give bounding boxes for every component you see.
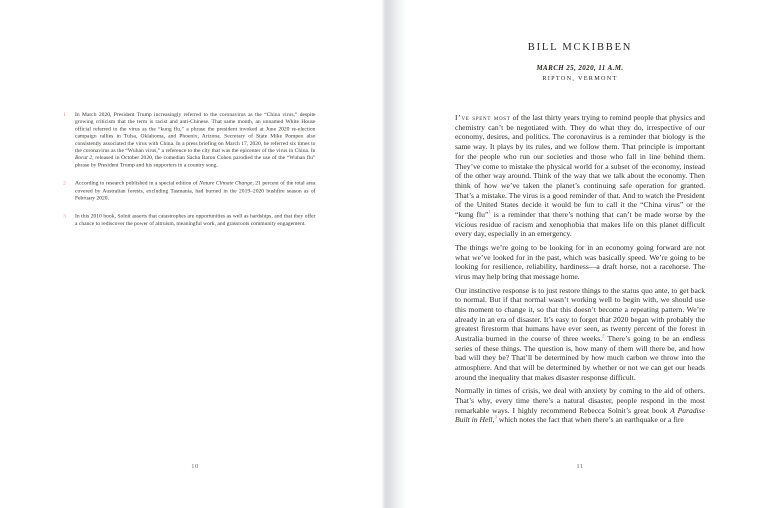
text-run: I’ve spent most bbox=[455, 113, 511, 122]
footnote-number: 2 bbox=[63, 179, 66, 187]
text-run: In this 2010 book, Solnit asserts that catastrophes are opportunities as well as hardships, and that they offer a chance to rediscover the power of altruism, meaningful work, and grassroots community engagement. bbox=[75, 212, 316, 227]
body-text bbox=[455, 113, 705, 429]
text-run: Normally in times of crisis, we deal with anxiety by coming to the aid of others. That’s why, every time there’s a natural disaster, people respond in the most remarkable ways. I highly recommend Rebecca Solnit’s great book bbox=[455, 386, 705, 415]
text-run: of the last thirty years trying to remind people that physics and chemistry can’t be negotiated with. They do what they do, irrespective of our economy, desires, and politics. The coronavirus is a reminder that biology is the same way. It plays by its rules, and we follow them. That principle is important for the people who run our societies and those who fall in line behind them. They’ve come to mistake the physical world for a subset of the economy, instead of the other way around. Think of the way that we talk about the economy. Then think of how we’ve taken the planet’s continuing safe operation for granted. That’s a mistake. The virus is a good reminder of that. And to watch the President of the United States decide it would be fun to call it the “China virus” or the “kung flu” bbox=[455, 113, 705, 220]
text-run: Our instinctive response is to just restore things to the status quo ante, to get back to normal. But if that normal wasn’t working well to begin with, we should use this moment to change it, so that this doesn’t become a repeating pattern. We’re already in an era of disaster. It’s easy to forget that 2020 began with probably the greatest firestorm that humans have ever seen, as twenty percent of the forest in Australia burned in the course of three weeks. bbox=[455, 285, 705, 344]
text-run: , released in October 2020, the comedian Sacha Baron Cohen parodied the use of the “Wuhan flu” phrase by President Trump and his supporters in a country song. bbox=[75, 154, 316, 168]
footnote bbox=[63, 212, 316, 227]
text-run: According to research published in a special edition of bbox=[75, 179, 200, 187]
paragraph bbox=[455, 113, 705, 239]
text-run: Borat 2 bbox=[75, 154, 93, 161]
author-name: BILL MCKIBBEN bbox=[527, 42, 633, 53]
text-run: which notes the fact that when there’s an earthquake or a fire bbox=[496, 415, 684, 425]
footnote bbox=[63, 111, 316, 169]
text-run: A Paradise Built in Hell bbox=[455, 405, 705, 425]
footnote bbox=[63, 179, 316, 202]
paragraph bbox=[455, 243, 705, 282]
text-run: In March 2020, President Trump increasingly referred to the coronavirus as the “China virus,” despite growing criticism that the term is racist and anti-Chinese. That same month, an unnamed White House official referred to the virus as the “kung flu,” a phrase the president invoked at June 2020 re-election campaign rallies in Tulsa, Oklahoma, and Phoenix, Arizona. Secretary of State Mike Pompeo also consistently associated the virus with China. In a press briefing on March 17, 2020, he referred six times to the coronavirus as the “Wuhan virus,” a reference to the city that was the epicenter of the virus in China. In bbox=[75, 111, 316, 154]
paragraph bbox=[455, 286, 705, 383]
footnote-reference: 3 bbox=[494, 415, 497, 421]
chapter-header bbox=[455, 42, 705, 82]
page-number-right: 11 bbox=[576, 463, 584, 470]
footnote-reference: 1 bbox=[488, 210, 491, 216]
book-gutter-shadow bbox=[381, 0, 406, 508]
text-run: , bbox=[492, 415, 495, 425]
text-run: There’s going to be an endless series of these things. The question is, how many of them will there be, and how bad will they be? That’ll be determined by how much carbon we throw into the atmosphere. And that will be determined by whether or not we can get our heads around the inequality that makes disaster response difficult. bbox=[455, 334, 705, 382]
text-run: The things we’re going to be looking for in an economy going forward are not what we’ve looked for in the past, which was basically speed. We’re going to be looking for resilience, reliability, hardiness—a draft horse, not a racehorse. The virus may help bring that message home. bbox=[455, 242, 705, 282]
paragraph bbox=[455, 386, 705, 425]
text-run: is a reminder that there’s nothing that can’t be made worse by the vicious residue of racism and xenophobia that makes life on this planet difficult every day, especially in an emergency. bbox=[455, 210, 705, 239]
footnotes-block bbox=[63, 111, 316, 238]
location: RIPTON, VERMONT bbox=[542, 74, 618, 82]
page-number-left: 10 bbox=[191, 463, 199, 470]
footnote-reference: 2 bbox=[602, 334, 605, 340]
text-run: , 21 percent of the total area covered by Australian forests, excluding Tasmania, had burned in the 2019–2020 bushfire season as of February 2020. bbox=[75, 179, 316, 201]
text-run: Nature Climate Change bbox=[199, 179, 253, 187]
footnote-number: 3 bbox=[63, 212, 66, 220]
footnote-number: 1 bbox=[63, 111, 66, 118]
dateline: MARCH 25, 2020, 11 A.M. bbox=[536, 64, 624, 72]
